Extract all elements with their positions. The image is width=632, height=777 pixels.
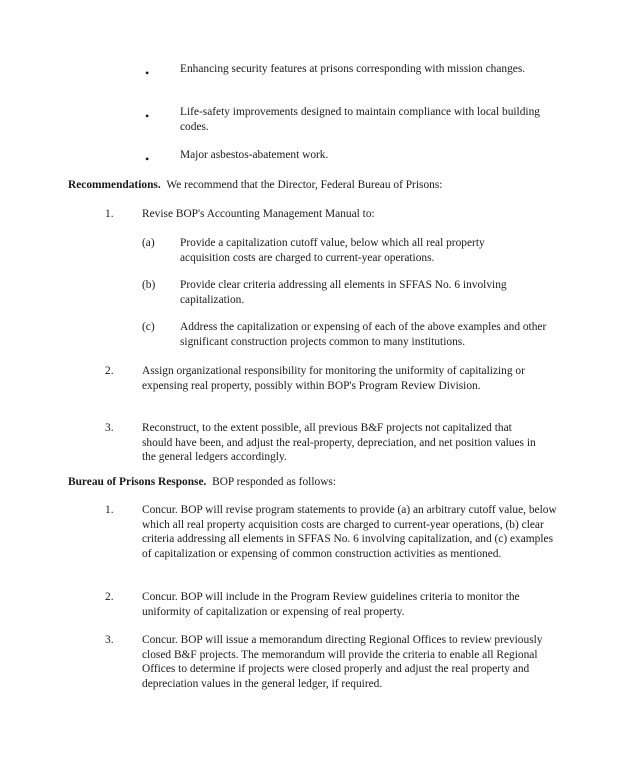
sub-item-text: Provide clear criteria addressing all elements in SFFAS No. 6 involving capitalization. — [180, 279, 507, 306]
recommendations-intro: We recommend that the Director, Federal Bureau of Prisons: — [166, 179, 443, 191]
recommendations-paragraph — [68, 178, 588, 193]
response-number: 3. — [105, 634, 114, 646]
sub-item-label: (b) — [142, 279, 156, 291]
recommendation-number: 3. — [105, 422, 114, 434]
sub-item-label: (a) — [142, 237, 155, 249]
sub-item-label: (c) — [142, 321, 155, 333]
bullet-marker: • — [145, 152, 150, 166]
recommendation-number: 2. — [105, 365, 114, 377]
bullet-marker: • — [145, 66, 150, 80]
sub-item-text: Provide a capitalization cutoff value, below which all real property acquisition costs are charged to current-year operations. — [180, 237, 485, 264]
sub-item-text: Address the capitalization or expensing of each of the above examples and other significant construction projects common to many institutions. — [180, 321, 547, 348]
recommendation-text: Assign organizational responsibility for monitoring the uniformity of capitalizing or expensing real property, possibly within BOP's Program Review Division. — [142, 365, 525, 392]
bullet-marker: • — [145, 109, 150, 123]
bullet-text: Life-safety improvements designed to maintain compliance with local building codes. — [180, 106, 540, 133]
response-text: Concur. BOP will issue a memorandum directing Regional Offices to review previously closed B&F projects. The memorandum will provide the criteria to enable all Regional Offices to determine if projects were closed properly and adjust the real property and depreciation values in the general ledger, if required. — [142, 634, 543, 690]
response-heading: Bureau of Prisons Response. — [68, 476, 207, 488]
recommendations-heading: Recommendations. — [68, 179, 161, 191]
recommendation-number: 1. — [105, 208, 114, 220]
recommendation-text: Reconstruct, to the extent possible, all previous B&F projects not capitalized that should have been, and adjust the real-property, depreciation, and net position values in the general ledgers accordingly. — [142, 422, 536, 463]
response-text: Concur. BOP will revise program statements to provide (a) an arbitrary cutoff value, below which all real property acquisition costs are charged to current-year operations, (b) clear criteria addressing all elements in SFFAS No. 6 involving capitalization, and (c) examples of capitalization or expensing of common construction activities as mentioned. — [142, 504, 557, 560]
response-number: 2. — [105, 591, 114, 603]
response-text: Concur. BOP will include in the Program Review guidelines criteria to monitor the uniformity of capitalization or expensing of real property. — [142, 591, 520, 618]
response-number: 1. — [105, 504, 114, 516]
response-paragraph — [68, 475, 588, 490]
recommendation-text: Revise BOP's Accounting Management Manual to: — [142, 208, 375, 220]
bullet-text: Enhancing security features at prisons corresponding with mission changes. — [180, 63, 526, 75]
response-intro: BOP responded as follows: — [212, 476, 337, 488]
bullet-text: Major asbestos-abatement work. — [180, 149, 329, 161]
